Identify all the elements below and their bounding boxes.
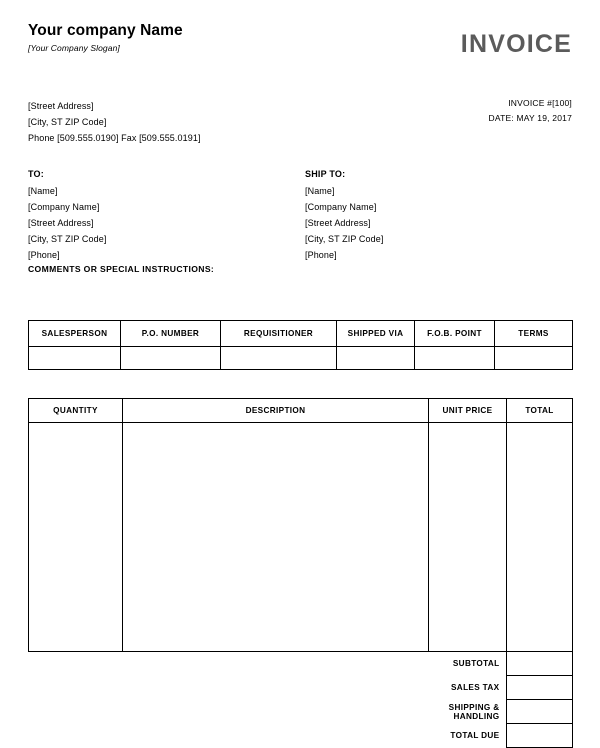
totals-spacer — [28, 652, 428, 676]
totals-row-total-due — [28, 724, 572, 748]
ship-to-line: [Name] — [305, 186, 335, 197]
invoice-header — [28, 22, 572, 84]
bill-to-line: [Phone] — [28, 250, 60, 261]
cell-terms[interactable] — [495, 347, 573, 370]
totals-row-shipping-handling — [28, 700, 572, 724]
cell-salesperson[interactable] — [29, 347, 121, 370]
cell-fob-point[interactable] — [415, 347, 495, 370]
bill-to-title: TO: — [28, 169, 44, 180]
col-po-number: P.O. NUMBER — [121, 321, 221, 347]
table-header-row — [29, 399, 573, 423]
order-info-table — [28, 320, 573, 370]
bill-to-line: [Name] — [28, 186, 58, 197]
totals-row-sales-tax — [28, 676, 572, 700]
totals-spacer — [28, 700, 428, 724]
col-unit-price: UNIT PRICE — [429, 399, 507, 423]
invoice-meta — [489, 96, 572, 126]
cell-shipped-via[interactable] — [337, 347, 415, 370]
col-description: DESCRIPTION — [123, 399, 429, 423]
cell-description-area[interactable] — [123, 423, 429, 652]
col-requisitioner: REQUISITIONER — [221, 321, 337, 347]
col-fob-point: F.O.B. POINT — [415, 321, 495, 347]
table-row — [29, 423, 573, 652]
label-total-due: TOTAL DUE — [450, 731, 500, 741]
ship-to-title: SHIP TO: — [305, 169, 346, 180]
col-quantity: QUANTITY — [29, 399, 123, 423]
parties-section — [28, 166, 572, 261]
cell-requisitioner[interactable] — [221, 347, 337, 370]
bill-to-line: [Company Name] — [28, 202, 100, 213]
ship-to-line: [Street Address] — [305, 218, 371, 229]
totals-spacer — [28, 676, 428, 700]
table-header-row — [29, 321, 573, 347]
cell-unit-price-area[interactable] — [429, 423, 507, 652]
invoice-title: INVOICE — [460, 30, 572, 58]
ship-to-line: [Company Name] — [305, 202, 377, 213]
line-items-table — [28, 398, 573, 652]
label-shipping-handling: SHIPPING & HANDLING — [448, 702, 500, 721]
bill-to-line: [Street Address] — [28, 218, 94, 229]
label-sales-tax: SALES TAX — [451, 683, 500, 693]
col-shipped-via: SHIPPED VIA — [337, 321, 415, 347]
table-row — [29, 347, 573, 370]
ship-to-block — [305, 166, 383, 263]
cell-quantity-area[interactable] — [29, 423, 123, 652]
sender-city-state-zip: [City, ST ZIP Code] — [28, 117, 107, 128]
company-slogan: [Your Company Slogan] — [28, 42, 120, 53]
value-subtotal[interactable] — [506, 652, 572, 676]
sender-street: [Street Address] — [28, 101, 94, 111]
ship-to-line: [Phone] — [305, 250, 337, 261]
ship-to-line: [City, ST ZIP Code] — [305, 234, 384, 245]
comments-label: COMMENTS OR SPECIAL INSTRUCTIONS: — [28, 264, 215, 275]
cell-po-number[interactable] — [121, 347, 221, 370]
bill-to-block — [28, 166, 106, 263]
invoice-date: DATE: MAY 19, 2017 — [488, 112, 572, 123]
invoice-number: INVOICE #[100] — [508, 98, 572, 108]
col-salesperson: SALESPERSON — [29, 321, 121, 347]
totals-table — [28, 651, 573, 748]
value-shipping-handling[interactable] — [506, 700, 572, 724]
totals-row-subtotal — [28, 652, 572, 676]
totals-spacer — [28, 724, 428, 748]
cell-total-area[interactable] — [507, 423, 573, 652]
sender-phone-fax: Phone [509.555.0190] Fax [509.555.0191] — [28, 133, 201, 144]
value-total-due[interactable] — [506, 724, 572, 748]
label-subtotal: SUBTOTAL — [452, 659, 500, 669]
value-sales-tax[interactable] — [506, 676, 572, 700]
bill-to-line: [City, ST ZIP Code] — [28, 234, 107, 245]
invoice-content — [28, 22, 572, 748]
company-name: Your company Name — [28, 22, 183, 39]
col-total: TOTAL — [507, 399, 573, 423]
col-terms: TERMS — [495, 321, 573, 347]
